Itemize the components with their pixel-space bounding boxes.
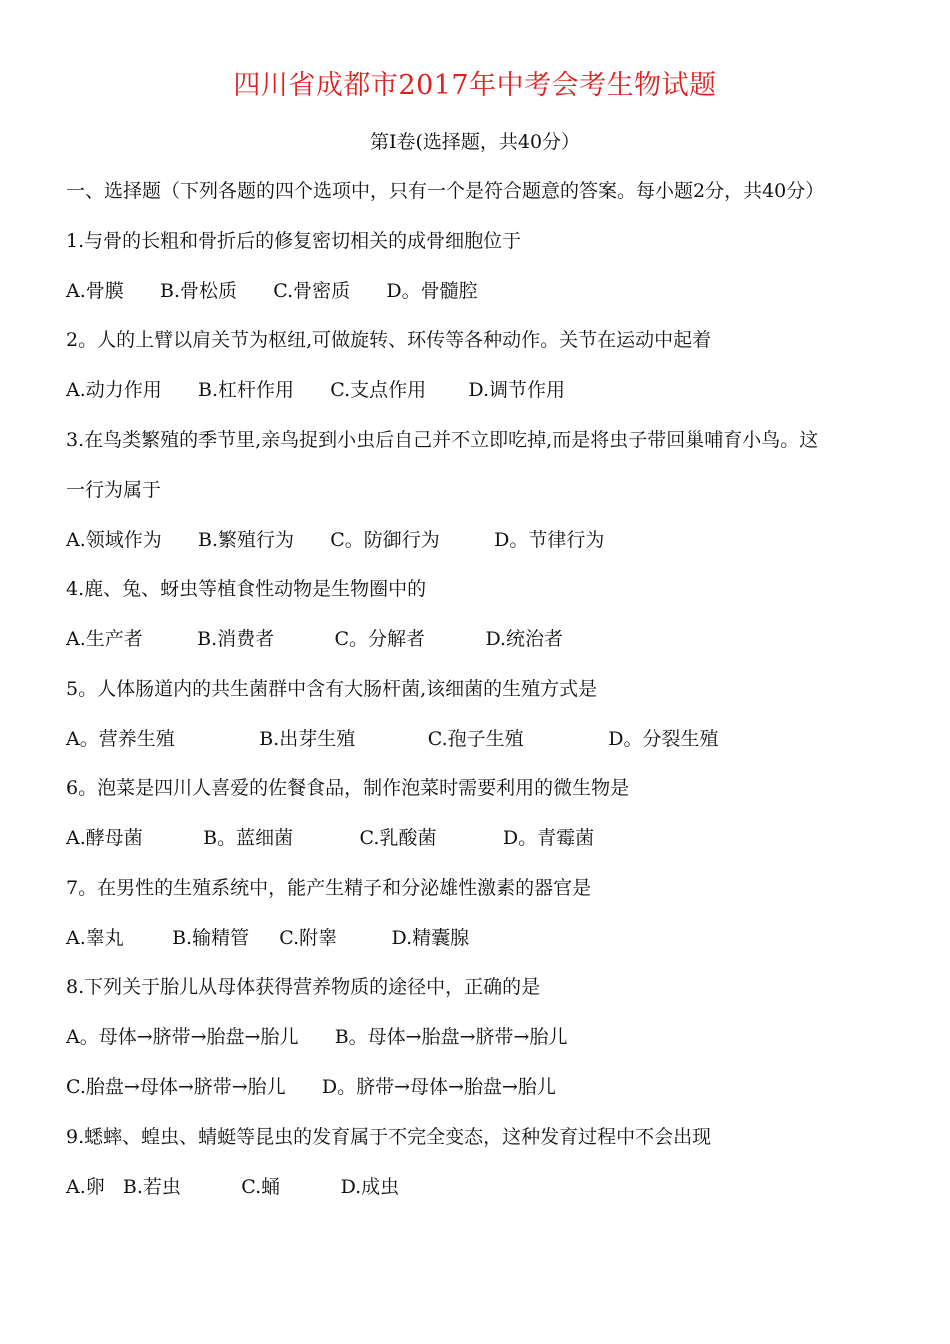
question-6: 6。泡菜是四川人喜爱的佐餐食品，制作泡菜时需要利用的微生物是 [66, 777, 630, 799]
paper-subtitle: 第Ⅰ卷(选择题，共40分） [369, 131, 581, 153]
options-2: A.动力作用 B.杠杆作用 C.支点作用 D.调节作用 [66, 379, 566, 401]
page-title: 四川省成都市2017年中考会考生物试题 [233, 70, 717, 101]
options-5: A。营养生殖 B.出芽生殖 C.孢子生殖 D。分裂生殖 [66, 728, 719, 750]
options-3: A.领域作为 B.繁殖行为 C。防御行为 D。节律行为 [66, 529, 605, 551]
options-4: A.生产者 B.消费者 C。分解者 D.统治者 [66, 628, 564, 650]
options-9: A.卵 B.若虫 C.蛹 D.成虫 [66, 1176, 400, 1198]
question-5: 5。人体肠道内的共生菌群中含有大肠杆菌,该细菌的生殖方式是 [66, 678, 598, 700]
question-3-cont: 一行为属于 [66, 479, 162, 501]
question-7: 7。在男性的生殖系统中，能产生精子和分泌雄性激素的器官是 [66, 877, 592, 899]
question-9: 9.蟋蟀、蝗虫、蜻蜓等昆虫的发育属于不完全变态，这种发育过程中不会出现 [66, 1126, 712, 1148]
options-8-ab: A。母体→脐带→胎盘→胎儿 B。母体→胎盘→脐带→胎儿 [66, 1026, 568, 1048]
options-7: A.睾丸 B.输精管 C.附睾 D.精囊腺 [66, 927, 470, 949]
options-1: A.骨膜 B.骨松质 C.骨密质 D。骨髓腔 [66, 280, 478, 302]
question-8: 8.下列关于胎儿从母体获得营养物质的途径中，正确的是 [66, 976, 541, 998]
options-8-cd: C.胎盘→母体→脐带→胎儿 D。脐带→母体→胎盘→胎儿 [66, 1076, 556, 1098]
question-4: 4.鹿、兔、蚜虫等植食性动物是生物圈中的 [66, 578, 427, 600]
question-3: 3.在鸟类繁殖的季节里,亲鸟捉到小虫后自己并不立即吃掉,而是将虫子带回巢哺育小鸟。这 [66, 429, 819, 451]
question-2: 2。人的上臂以肩关节为枢纽,可做旋转、环传等各种动作。关节在运动中起着 [66, 329, 712, 351]
section-heading: 一、选择题（下列各题的四个选项中，只有一个是符合题意的答案。每小题2分，共40分） [66, 180, 825, 202]
options-6: A.酵母菌 B。蓝细菌 C.乳酸菌 D。青霉菌 [66, 827, 595, 849]
question-1: 1.与骨的长粗和骨折后的修复密切相关的成骨细胞位于 [66, 230, 522, 252]
